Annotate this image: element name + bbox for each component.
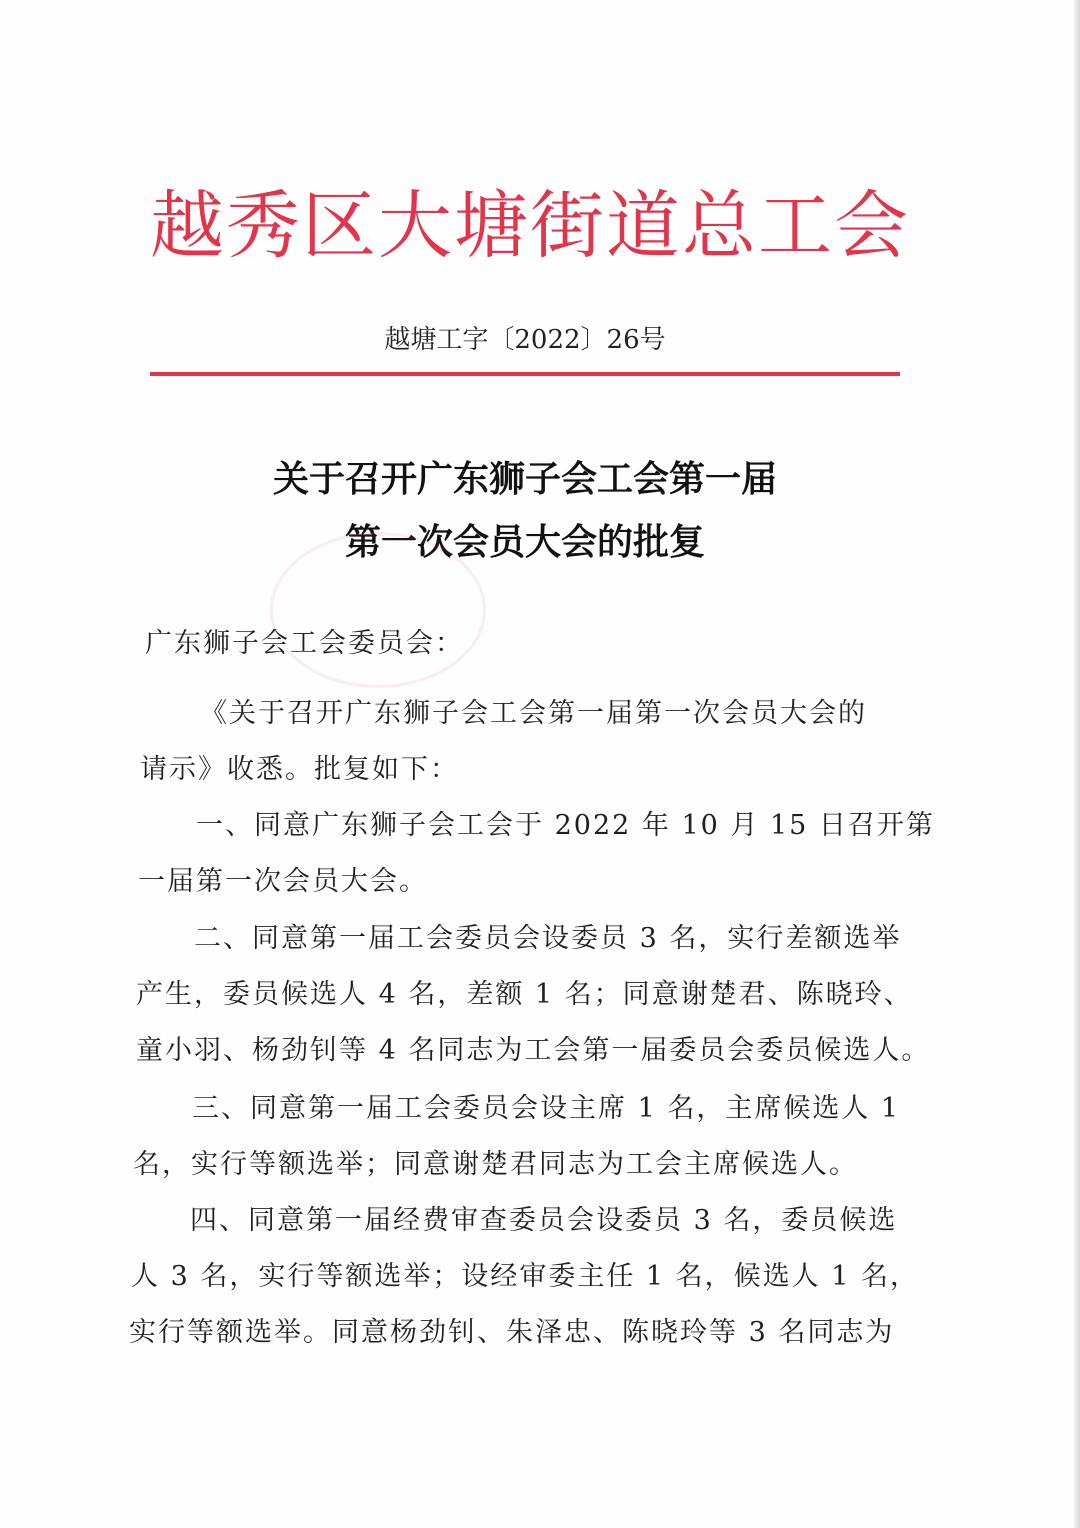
letterhead-title: 越秀区大塘街道总工会	[150, 183, 910, 269]
document-number: 越塘工字〔2022〕26号	[384, 325, 666, 355]
body-line: 实行等额选举。同意杨劲钊、朱泽忠、陈晓玲等 3 名同志为	[129, 1317, 895, 1348]
page-edge-shadow	[1074, 0, 1080, 1528]
body-line: 产生，委员候选人 4 名，差额 1 名；同意谢楚君、陈晓玲、	[136, 979, 913, 1010]
body-line: 请示》收悉。批复如下：	[140, 754, 459, 785]
body-line: 一、同意广东狮子会工会于 2022 年 10 月 15 日召开第	[196, 810, 935, 841]
body-line: 二、同意第一届工会委员会设委员 3 名，实行差额选举	[194, 923, 902, 954]
addressee-line: 广东狮子会工会委员会：	[145, 628, 464, 659]
red-divider-line	[150, 372, 900, 376]
body-line: 三、同意第一届工会委员会设主席 1 名，主席候选人 1	[192, 1093, 901, 1124]
document-title-line-1: 关于召开广东狮子会工会第一届	[272, 459, 777, 500]
document-title-line-2: 第一次会员大会的批复	[344, 522, 705, 563]
body-line: 四、同意第一届经费审查委员会设委员 3 名，委员候选	[190, 1205, 898, 1236]
body-line: 童小羽、杨劲钊等 4 名同志为工会第一届委员会委员候选人。	[136, 1035, 931, 1066]
body-line: 人 3 名，实行等额选举；设经审委主任 1 名，候选人 1 名，	[131, 1261, 920, 1292]
body-line: 一届第一次会员大会。	[138, 866, 428, 897]
body-line: 名，实行等额选举；同意谢楚君同志为工会主席候选人。	[133, 1149, 858, 1180]
body-line: 《关于召开广东狮子会工会第一届第一次会员大会的	[200, 698, 867, 729]
